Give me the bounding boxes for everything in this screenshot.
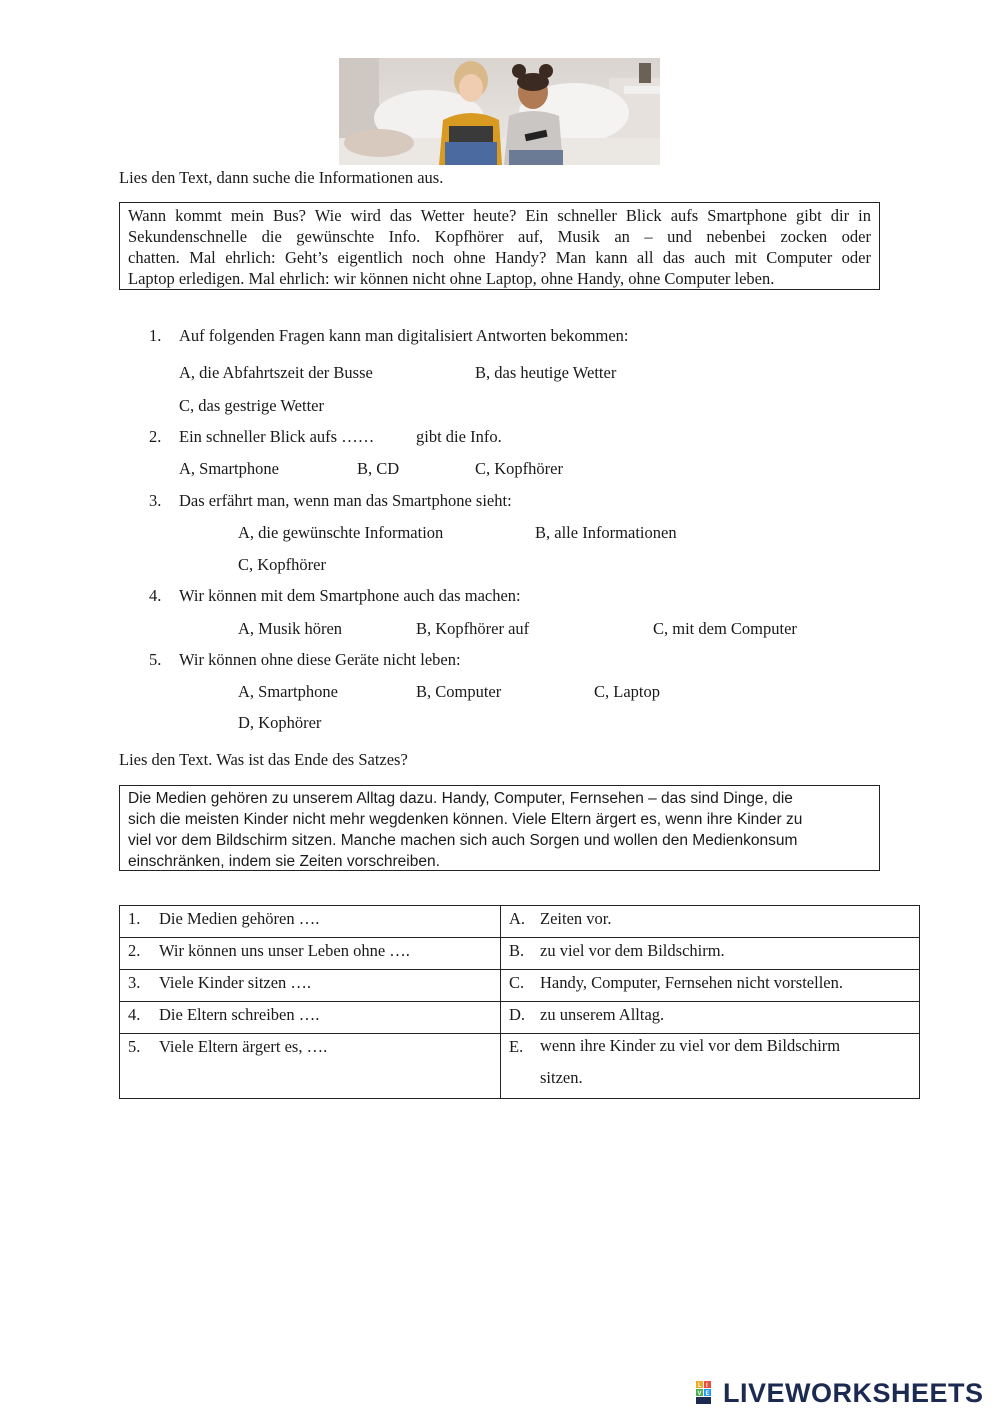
match-left-text: Die Eltern schreiben …. xyxy=(159,1005,320,1024)
match-left-number: 1. xyxy=(128,909,141,928)
matching-table xyxy=(119,905,920,1099)
instruction-2: Lies den Text. Was ist das Ende des Satzes? xyxy=(119,750,408,769)
reading-text-box-1 xyxy=(119,202,880,290)
svg-text:E: E xyxy=(705,1391,710,1397)
text1-line-3: chatten. Mal ehrlich: Geht’s eigentlich noch ohne Handy? Man kann all das auch mit Computer oder xyxy=(128,248,871,267)
text2-line-1: Die Medien gehören zu unserem Alltag dazu. Handy, Computer, Fernsehen – das sind Dinge, die xyxy=(128,790,793,807)
match-right-letter: B. xyxy=(509,941,525,960)
table-row xyxy=(120,906,920,938)
svg-text:I: I xyxy=(706,1383,708,1389)
question-1-option-c[interactable]: C, das gestrige Wetter xyxy=(179,396,324,415)
question-4-option-c[interactable]: C, mit dem Computer xyxy=(653,619,797,638)
match-left-cell[interactable] xyxy=(120,1034,501,1099)
text1-line-2: Sekundenschnelle die gewünschte Info. Kopfhörer auf, Musik an – und nebenbei zocken oder xyxy=(128,227,871,246)
question-3-number: 3. xyxy=(149,491,162,510)
liveworksheets-logo-icon xyxy=(696,1381,720,1405)
match-right-text: Zeiten vor. xyxy=(540,909,612,928)
question-4-text: Wir können mit dem Smartphone auch das machen: xyxy=(179,586,521,605)
question-4-option-b[interactable]: B, Kopfhörer auf xyxy=(416,619,530,638)
question-5-option-a[interactable]: A, Smartphone xyxy=(238,682,338,701)
table-row xyxy=(120,938,920,970)
svg-text:L: L xyxy=(698,1383,702,1389)
text2-line-3: viel vor dem Bildschirm sitzen. Manche machen sich auch Sorgen und wollen den Medienkonsum xyxy=(128,832,798,849)
match-right-letter: E. xyxy=(509,1037,524,1056)
match-left-text: Viele Eltern ärgert es, …. xyxy=(159,1037,328,1056)
question-1-option-a[interactable]: A, die Abfahrtszeit der Busse xyxy=(179,363,373,382)
table-row xyxy=(120,1034,920,1099)
question-2-text: Ein schneller Blick aufs …… xyxy=(179,427,375,446)
reading-text-box-2 xyxy=(119,785,880,871)
question-3-option-b[interactable]: B, alle Informationen xyxy=(535,523,677,542)
question-2-option-c[interactable]: C, Kopfhörer xyxy=(475,459,563,478)
text2-line-4: einschränken, indem sie Zeiten vorschreiben. xyxy=(128,853,440,870)
match-left-number: 3. xyxy=(128,973,141,992)
match-left-text: Die Medien gehören …. xyxy=(159,909,320,928)
match-right-letter: C. xyxy=(509,973,525,992)
children-with-devices-image xyxy=(339,58,660,165)
question-4-option-a[interactable]: A, Musik hören xyxy=(238,619,343,638)
question-5-option-c[interactable]: C, Laptop xyxy=(594,682,660,701)
match-right-text: zu unserem Alltag. xyxy=(540,1005,665,1024)
text2-line-2: sich die meisten Kinder nicht mehr wegdenken können. Viele Eltern ärgert es, wenn ihre Kinder zu xyxy=(128,811,803,828)
question-2-number: 2. xyxy=(149,427,162,446)
match-right-cell[interactable] xyxy=(501,1034,920,1099)
match-right-text: zu viel vor dem Bildschirm. xyxy=(540,941,725,960)
question-5-text: Wir können ohne diese Geräte nicht leben: xyxy=(179,650,461,669)
question-3-text: Das erfährt man, wenn man das Smartphone sieht: xyxy=(179,491,512,510)
question-2-option-b[interactable]: B, CD xyxy=(357,459,400,478)
match-right-text-line-2: sitzen. xyxy=(540,1068,583,1087)
match-left-number: 2. xyxy=(128,941,141,960)
question-3-option-a[interactable]: A, die gewünschte Information xyxy=(238,523,444,542)
match-left-cell[interactable] xyxy=(120,938,501,970)
match-left-text: Wir können uns unser Leben ohne …. xyxy=(159,941,410,960)
question-2-text-after: gibt die Info. xyxy=(416,427,502,446)
table-row xyxy=(120,970,920,1002)
question-5-number: 5. xyxy=(149,650,162,669)
question-5-option-b[interactable]: B, Computer xyxy=(416,682,502,701)
header-photo xyxy=(339,58,660,165)
question-3-option-c[interactable]: C, Kopfhörer xyxy=(238,555,326,574)
text1-line-4: Laptop erledigen. Mal ehrlich: wir können nicht ohne Laptop, ohne Handy, ohne Computer leben. xyxy=(128,269,775,288)
match-left-cell[interactable] xyxy=(120,906,501,938)
question-5-option-d[interactable]: D, Kophörer xyxy=(238,713,322,732)
match-right-text-line-1: wenn ihre Kinder zu viel vor dem Bildschirm xyxy=(540,1036,841,1055)
question-1-number: 1. xyxy=(149,326,162,345)
liveworksheets-logo-text: LIVEWORKSHEETS xyxy=(723,1378,984,1408)
instruction-1: Lies den Text, dann suche die Informationen aus. xyxy=(119,168,444,187)
match-left-cell[interactable] xyxy=(120,1002,501,1034)
liveworksheets-logo[interactable] xyxy=(696,1378,984,1408)
svg-text:V: V xyxy=(697,1391,702,1397)
text1-line-1: Wann kommt mein Bus? Wie wird das Wetter heute? Ein schneller Blick aufs Smartphone gibt dir in xyxy=(128,206,871,225)
match-right-cell[interactable] xyxy=(501,970,920,1002)
table-row xyxy=(120,1002,920,1034)
match-right-cell[interactable] xyxy=(501,906,920,938)
question-4-number: 4. xyxy=(149,586,162,605)
match-right-cell[interactable] xyxy=(501,938,920,970)
match-right-cell[interactable] xyxy=(501,1002,920,1034)
question-1-text: Auf folgenden Fragen kann man digitalisiert Antworten bekommen: xyxy=(179,326,629,345)
match-left-cell[interactable] xyxy=(120,970,501,1002)
question-2-option-a[interactable]: A, Smartphone xyxy=(179,459,279,478)
question-1-option-b[interactable]: B, das heutige Wetter xyxy=(475,363,617,382)
match-left-text: Viele Kinder sitzen …. xyxy=(159,973,312,992)
match-right-letter: A. xyxy=(509,909,526,928)
match-left-number: 5. xyxy=(128,1037,141,1056)
match-right-text: Handy, Computer, Fernsehen nicht vorstellen. xyxy=(540,973,843,992)
match-left-number: 4. xyxy=(128,1005,141,1024)
match-right-letter: D. xyxy=(509,1005,526,1024)
